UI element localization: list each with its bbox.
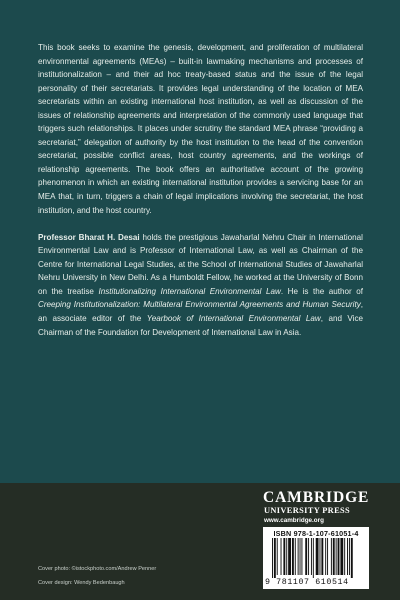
- barcode-bar: [351, 538, 353, 578]
- publisher-logo: [263, 490, 369, 525]
- barcode-bar: [311, 538, 312, 575]
- barcode-bar: [325, 538, 326, 575]
- publisher-url: www.cambridge.org: [264, 517, 324, 524]
- cover-photo-credit: Cover photo: ©istockphoto.com/Andrew Penner: [38, 566, 157, 572]
- publisher-subtitle: UNIVERSITY PRESS: [264, 506, 351, 515]
- barcode-bar: [305, 538, 307, 575]
- yearbook-title: Yearbook of International Environmental Law: [146, 313, 321, 323]
- barcode-bar: [344, 538, 345, 575]
- author-bio-text: , an associate editor of the: [38, 300, 363, 323]
- barcode-bar: [316, 538, 319, 575]
- author-name: Professor Bharat H. Desai: [38, 232, 140, 242]
- back-cover-blurb: [38, 41, 363, 339]
- barcode-bar: [320, 538, 321, 575]
- author-bio-text: , and Vice Chairman of the Foundation for Development of International Law in Asia.: [38, 313, 364, 337]
- barcode-bar: [321, 538, 323, 575]
- barcode-bar: [288, 538, 291, 575]
- barcode-bar: [295, 538, 296, 575]
- barcode-bar: [340, 538, 343, 575]
- barcode-bar: [298, 538, 299, 575]
- author-bio-text: . He is the author of: [280, 286, 364, 296]
- barcode-bar: [347, 538, 348, 575]
- author-bio-text: holds the prestigious Jawaharlal Nehru Chair in International Environmental Law and is Professor of International Law, as well as Chairman of the Centre for International Legal Studies, at the School of International Studies of Jawaharlal Nehru University in New Delhi. As a Humboldt Fellow, he worked at the University of Bonn on the treatise: [38, 232, 363, 296]
- book-description: This book seeks to examine the genesis, development, and proliferation of multilateral environmental agreements (MEAs) – built-in lawmaking mechanisms and processes of institutionalization – and their ad hoc treaty-based status and the issue of the legal personality of their secretariats. It provides legal understanding of the location of MEA secretariats within an existing international host institution, as well as discussion of the issues of relationship agreements and interpretation of the commonly used language that triggers such relationships. It places under scrutiny the standard MEA phrase “providing a secretariat,” delegation of authority by the host institution to the head of the convention secretariat, possible conflict areas, host country agreements, and the workings of relationship agreements. The book offers an authoritative account of the growing phenomenon in which an existing international institution provides a servicing base for an MEA that, in turn, triggers a chain of legal implications involving the secretariat, the host institution, and the host country.: [38, 43, 363, 215]
- barcode-bar: [301, 538, 302, 575]
- barcode-bar: [300, 538, 301, 575]
- barcode-digits: 9 781107 610514: [265, 578, 349, 587]
- barcode-bar: [331, 538, 332, 575]
- barcode-bar: [338, 538, 340, 575]
- barcode-bar: [286, 538, 287, 575]
- barcode-bar: [283, 538, 285, 575]
- barcode-bar: [272, 538, 273, 578]
- barcode-icon: [272, 538, 362, 578]
- barcode-bar: [274, 538, 276, 578]
- author-bio: [38, 231, 363, 339]
- barcode-bar: [333, 538, 335, 575]
- cover-design-credit: Cover design: Wendy Bedenbaugh: [38, 580, 125, 586]
- barcode-bar: [336, 538, 337, 575]
- book-title-creeping: Creeping Institutionalization: Multilateral Environmental Agreements and Human Security: [38, 300, 361, 310]
- barcode-bar: [313, 538, 314, 578]
- book-title-institutionalizing: Institutionalizing International Environmental Law: [98, 286, 281, 296]
- barcode-bar: [292, 538, 294, 575]
- publisher-name: CAMBRIDGE: [263, 489, 370, 506]
- barcode-panel: [263, 527, 369, 589]
- barcode-bar: [308, 538, 309, 575]
- barcode-bar: [281, 538, 282, 575]
- barcode-bar: [277, 538, 278, 575]
- barcode-bar: [327, 538, 328, 575]
- isbn-label: ISBN 978-1-107-61051-4: [273, 529, 359, 538]
- barcode-bar: [349, 538, 350, 575]
